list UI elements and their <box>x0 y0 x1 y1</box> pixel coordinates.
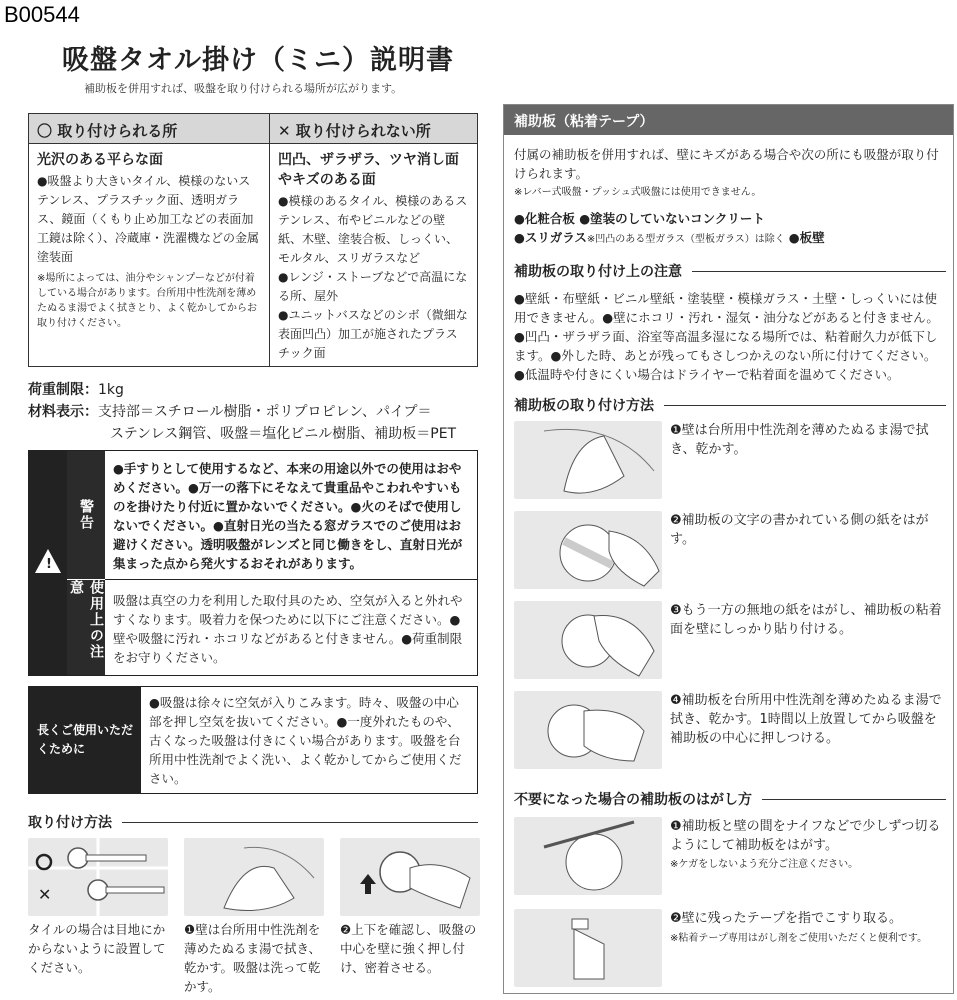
step4-illustration <box>514 691 662 769</box>
install-heading-text: 取り付け方法 <box>28 815 112 831</box>
long-use-text: ●吸盤は徐々に空気が入りこみます。時々、吸盤の中心部を押し空気を抜いてください。●一度外れたものや、古くなった吸盤は付きにくい場合があります。吸盤を台所用中性洗剤でよく洗い、よく乾かしてからご使用ください。 <box>149 695 462 786</box>
heading-rule <box>762 799 946 800</box>
support-plate-panel <box>503 104 954 994</box>
method-step-2: ❷補助板の文字の書かれている側の紙をはがす。 <box>670 513 929 547</box>
press-illustration <box>340 838 480 916</box>
step1-illustration <box>514 421 662 499</box>
remove-heading-text: 不要になった場合の補助板のはがし方 <box>514 792 752 808</box>
remove2-illustration <box>514 909 662 987</box>
method-step-1: ❶壁は台所用中性洗剤を薄めたぬるま湯で拭き、乾かす。 <box>670 423 929 457</box>
load-label: 荷重制限： <box>28 382 98 398</box>
warning-text: ●手すりとして使用するなど、本来の用途以外での使用はおやめください。●万一の落下にそなえて貴重品やこわれやすいものを掛けたり付近に置かないでください。●火のそばで使用しないでください。●直射日光の当たる窓ガラスでのご使用はお避けください。透明吸盤がレンズと同じ働きをし、直射日光が集まった点から発火するおそれがあります。 <box>113 461 463 571</box>
material-value: 支持部＝スチロール樹脂・ポリプロピレン、パイプ＝ <box>98 404 432 420</box>
caution-heading <box>514 261 946 281</box>
hand-wiping-icon <box>514 421 662 499</box>
page-subtitle: 補助板を併用すれば、吸盤を取り付けられる場所が広がります。 <box>84 82 403 95</box>
material-info <box>28 402 432 422</box>
finger-rub-icon <box>514 909 662 987</box>
ng-subheading: 凹凸、ザラザラ、ツヤ消し面やキズのある面 <box>278 152 459 188</box>
heading-rule <box>122 822 478 823</box>
document-code: B00544 <box>4 2 80 27</box>
caution-label: 使用上の注意 <box>67 579 105 675</box>
tile-illustration <box>28 838 168 916</box>
panel-intro: 付属の補助板を併用すれば、壁にキズがある場合や次の所にも吸盤が取り付けられます。 <box>514 147 939 181</box>
heading-rule <box>664 405 946 406</box>
ok-column <box>29 144 269 366</box>
mounting-surface-table <box>28 113 478 367</box>
ng-column <box>269 144 477 366</box>
wipe-plate-icon <box>514 691 662 769</box>
page-title: 吸盤タオル掛け（ミニ）説明書 <box>62 45 454 76</box>
caution-heading-text: 補助板の取り付け上の注意 <box>514 264 682 280</box>
surface-frosted-glass: ●スリガラス <box>514 230 587 245</box>
exclamation-icon: ! <box>46 557 52 572</box>
ok-items: ●吸盤より大きいタイル、模様のないステンレス、プラスチック面、透明ガラス、鏡面（くもり止め加工などの表面加工鏡は除く）、冷蔵庫・洗濯機などの金属塗装面 <box>37 174 260 264</box>
panel-header: 補助板（粘着テープ） <box>504 105 953 135</box>
surface-wood: ●板壁 <box>788 230 825 245</box>
ng-item: ●ユニットバスなどのシボ（微細な表面凹凸）加工が施されたプラスチック面 <box>278 308 468 360</box>
ok-note: ※場所によっては、油分やシャンプーなどが付着している場合があります。台所用中性洗剤を薄めたぬるま湯でよく拭きとり、よく乾かしてからお取り付けください。 <box>37 273 257 329</box>
remove-step-1: ❶補助板と壁の間をナイフなどで少しずつ切るようにして補助板をはがす。 <box>670 819 941 853</box>
remove-step-1-note: ※ケガをしないよう充分ご注意ください。 <box>670 859 859 870</box>
tile-diagram-icon <box>28 838 168 916</box>
install-caption-3: ❷上下を確認し、吸盤の中心を壁に強く押し付け、密着させる。 <box>340 922 477 975</box>
surface-note: ※凹凸のある型ガラス（型板ガラス）は除く <box>586 234 785 245</box>
divider <box>105 579 477 580</box>
method-step-3: ❸もう一方の無地の紙をはがし、補助板の粘着面を壁にしっかり貼り付ける。 <box>670 603 942 637</box>
step2-illustration <box>514 511 662 589</box>
caution-text: 吸盤は真空の力を利用した取付具のため、空気が入ると外れやすくなります。吸着力を保つために以下にご注意ください。●壁や吸盤に汚れ・ホコリなどがあると付きません。●荷重制限をお守りください。 <box>113 593 463 665</box>
install-caption-1: タイルの場合は目地にかからないように設置してください。 <box>28 922 166 975</box>
attach-plate-icon <box>514 601 662 679</box>
surfaces-line-2 <box>514 228 825 247</box>
step3-illustration <box>514 601 662 679</box>
remove-step-2-note: ※粘着テープ専用はがし剤をご使用いただくと便利です。 <box>670 933 928 944</box>
hand-wiping-icon <box>184 838 324 916</box>
install-heading <box>28 812 478 832</box>
ok-subheading: 光沢のある平らな面 <box>37 152 163 168</box>
ng-item: ●模様のあるタイル、模様のあるステンレス、布やビニルなどの壁紙、木壁、塗装合板、しっくい、モルタル、スリガラスなど <box>278 194 468 265</box>
peel-paper-icon <box>514 511 662 589</box>
suction-press-icon <box>340 838 480 916</box>
ng-item: ●レンジ・ストーブなどで高温になる所、屋外 <box>278 270 468 303</box>
method-step-4: ❹補助板を台所用中性洗剤を薄めたぬるま湯で拭き、乾かす。1時間以上放置してから吸盤を補助板の中心に押しつける。 <box>670 693 942 746</box>
surfaces-line-1: ●化粧合板 ●塗装のしていないコンクリート <box>514 211 765 226</box>
knife-cut-icon <box>514 817 662 895</box>
remove-heading <box>514 789 946 809</box>
ng-header: ✕ 取り付けられない所 <box>269 114 477 144</box>
caution-body: ●壁紙・布壁紙・ビニル壁紙・塗装壁・模様ガラス・土壁・しっくいには使用できません。●壁にホコリ・汚れ・湿気・油分などがあると付きません。●凹凸・ザラザラ面、浴室等高温多湿になる場所では、粘着耐久力が低下します。●外した時、あとが残ってもさしつかえのない所に付けてください。●低温時や付きにくい場合はドライヤーで粘着面を温めてください。 <box>514 291 939 382</box>
warning-label: 警告 <box>67 451 105 579</box>
remove-step-2: ❷壁に残ったテープを指でこすり取る。 <box>670 911 903 926</box>
wipe-illustration <box>184 838 324 916</box>
material-info-cont: ステンレス鋼管、吸盤＝塩化ビニル樹脂、補助板＝PET <box>110 426 457 442</box>
load-value: 1kg <box>98 382 124 398</box>
long-use-label: 長くご使用いただくために <box>29 687 141 793</box>
heading-rule <box>692 271 946 272</box>
method-heading-text: 補助板の取り付け方法 <box>514 398 654 414</box>
material-label: 材料表示： <box>28 404 98 420</box>
remove1-illustration <box>514 817 662 895</box>
warning-box <box>28 450 478 676</box>
install-caption-2: ❶壁は台所用中性洗剤を薄めたぬるま湯で拭き、乾かす。吸盤は洗って乾かす。 <box>184 922 322 994</box>
method-heading <box>514 395 946 415</box>
long-use-box <box>28 686 478 794</box>
svg-text:✕: ✕ <box>38 885 52 904</box>
ok-header: 〇 取り付けられる所 <box>29 114 269 144</box>
load-limit <box>28 380 124 400</box>
panel-intro-note: ※レバー式吸盤・プッシュ式吸盤には使用できません。 <box>514 187 762 198</box>
